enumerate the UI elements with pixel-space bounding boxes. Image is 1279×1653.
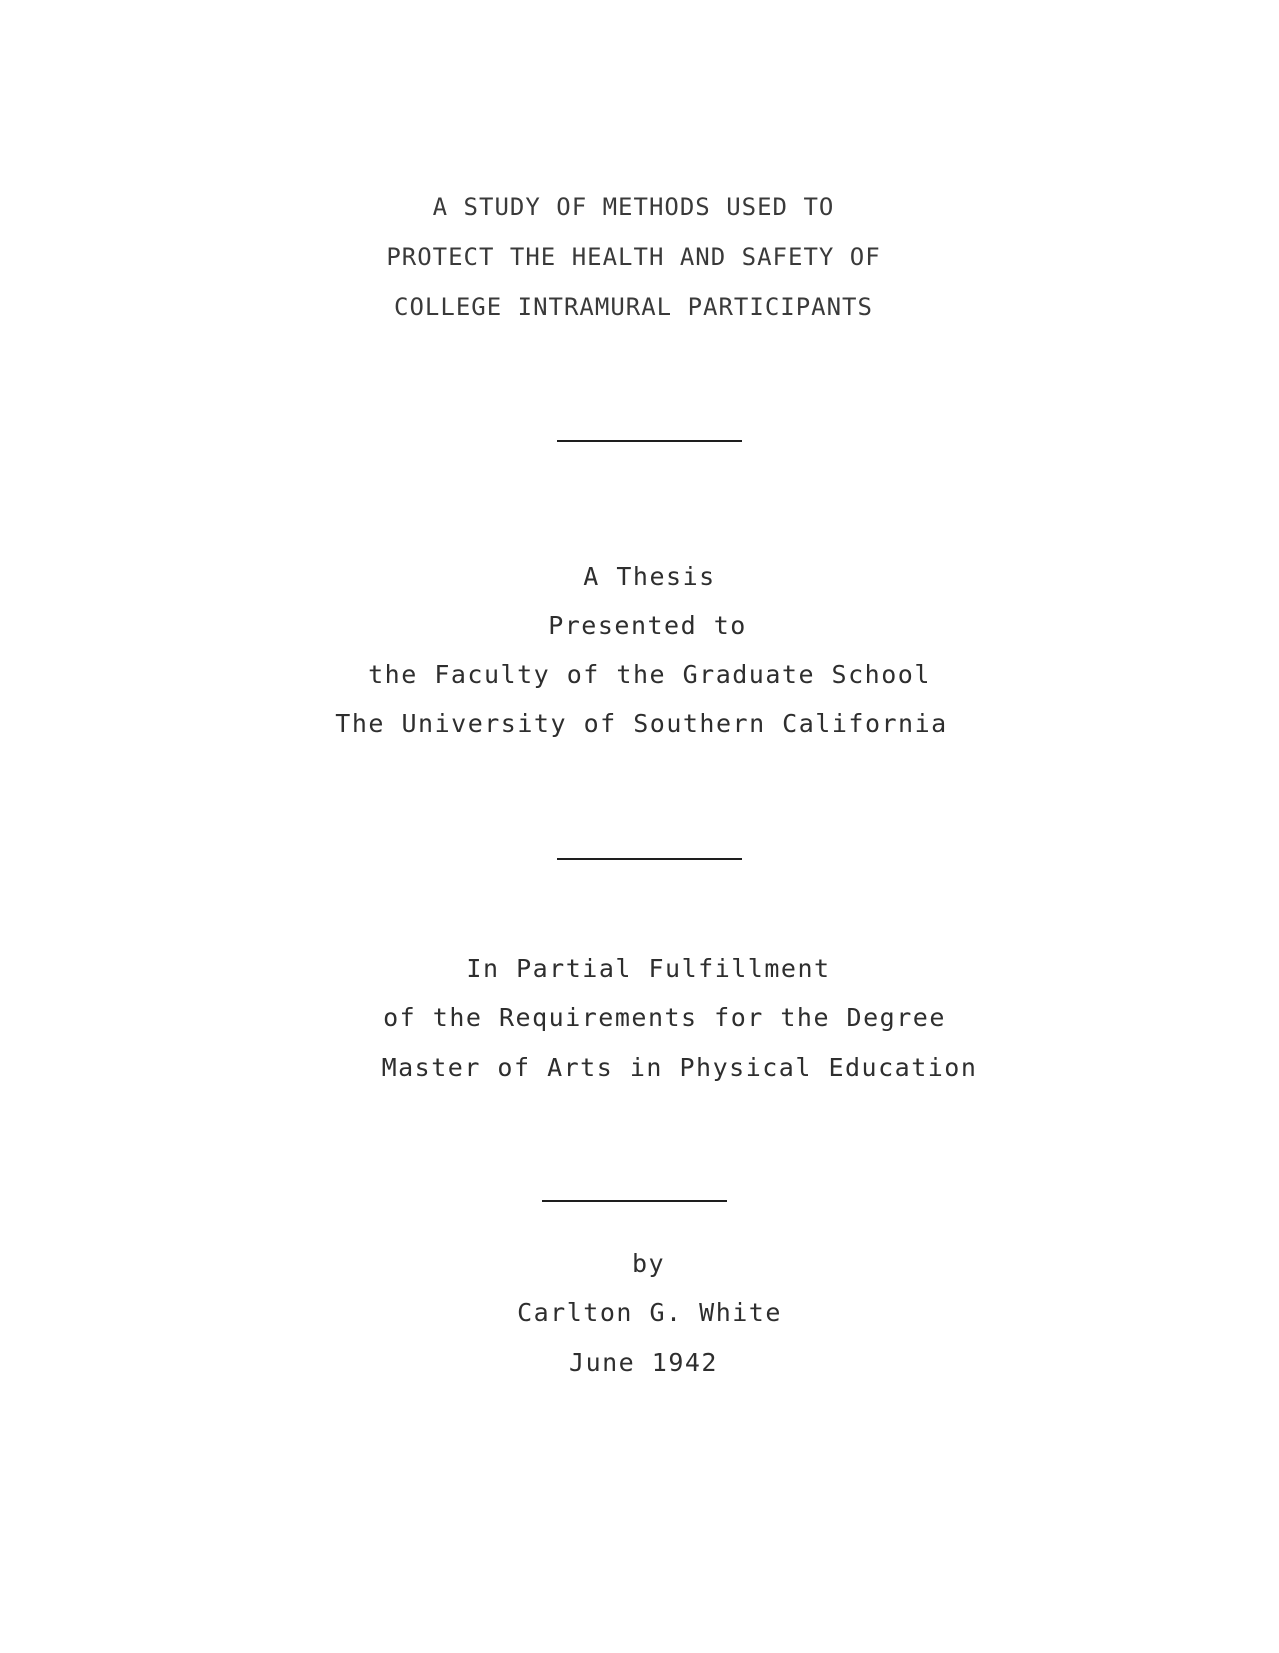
divider-rule-3 — [542, 1200, 727, 1202]
divider-rule-2 — [557, 858, 742, 860]
divider-rule-1 — [557, 440, 742, 442]
thesis-label: A Thesis — [583, 562, 716, 591]
fulfillment-line-1: In Partial Fulfillment — [466, 954, 831, 983]
title-line-2: PROTECT THE HEALTH AND SAFETY OF — [386, 243, 881, 271]
title-line-1: A STUDY OF METHODS USED TO — [432, 193, 835, 221]
university-line: The University of Southern California — [335, 709, 948, 738]
by-label: by — [631, 1249, 666, 1278]
faculty-line: the Faculty of the Graduate School — [368, 660, 931, 689]
date-line: June 1942 — [569, 1348, 718, 1377]
title-line-3: COLLEGE INTRAMURAL PARTICIPANTS — [394, 293, 873, 321]
degree-line: Master of Arts in Physical Education — [381, 1053, 978, 1082]
presented-to: Presented to — [548, 611, 747, 640]
author-name: Carlton G. White — [517, 1298, 782, 1327]
fulfillment-line-2: of the Requirements for the Degree — [383, 1003, 946, 1032]
